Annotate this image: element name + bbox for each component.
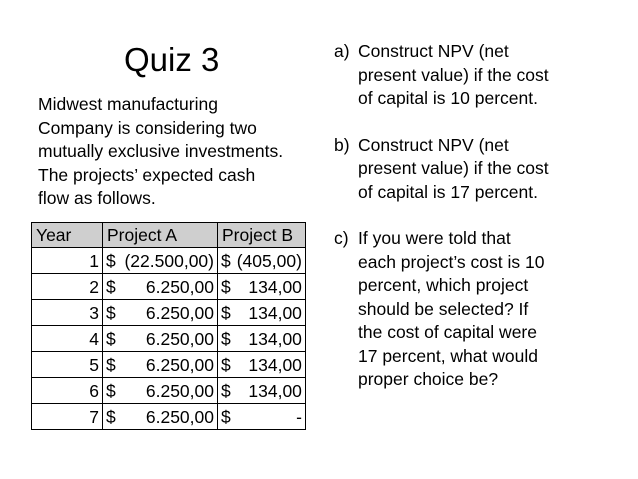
currency-symbol: $ — [221, 380, 231, 401]
question-line: 17 percent, what would — [358, 345, 538, 366]
amount-value: 6.250,00 — [145, 328, 214, 349]
amount-value: 6.250,00 — [145, 276, 214, 297]
currency-symbol: $ — [106, 250, 116, 271]
amount-value: (22.500,00) — [124, 250, 214, 271]
question-line: percent, which project — [358, 275, 529, 295]
question-line: Construct NPV (net — [358, 134, 509, 155]
cell-project-a — [103, 300, 218, 326]
question-line: of capital is 10 percent. — [358, 88, 538, 108]
header-project-a: Project A — [103, 223, 218, 248]
currency-symbol: $ — [221, 328, 231, 349]
cell-project-b — [218, 326, 306, 352]
cell-project-a — [103, 404, 218, 430]
cell-project-a — [103, 378, 218, 404]
question-b — [334, 134, 624, 205]
question-marker: b) — [334, 134, 350, 155]
question-line: each project’s cost is 10 — [358, 251, 545, 272]
currency-symbol: $ — [106, 406, 116, 427]
cell-year: 1 — [32, 248, 103, 274]
currency-symbol: $ — [221, 354, 231, 375]
cell-project-a — [103, 352, 218, 378]
amount-value: 6.250,00 — [145, 406, 214, 427]
table-row — [32, 300, 306, 326]
cell-project-b — [218, 378, 306, 404]
cell-project-a — [103, 248, 218, 274]
question-line: present value) if the cost — [358, 64, 549, 85]
currency-symbol: $ — [106, 328, 116, 349]
intro-line: Company is considering two — [38, 117, 257, 138]
table-row — [32, 378, 306, 404]
cash-flow-table-wrapper — [31, 222, 306, 430]
question-line: present value) if the cost — [358, 158, 549, 178]
cell-project-b — [218, 404, 306, 430]
table-row — [32, 352, 306, 378]
currency-symbol: $ — [106, 276, 116, 297]
cell-project-a — [103, 274, 218, 300]
amount-value: 134,00 — [248, 354, 302, 375]
question-line: proper choice be? — [358, 369, 499, 389]
currency-symbol: $ — [221, 276, 231, 297]
cell-year: 7 — [32, 404, 103, 430]
question-c — [334, 227, 624, 392]
currency-symbol: $ — [106, 380, 116, 401]
question-line: the cost of capital were — [358, 322, 537, 342]
amount-value: 6.250,00 — [145, 380, 214, 401]
cell-project-b — [218, 248, 306, 274]
amount-value: 6.250,00 — [145, 302, 214, 323]
questions-list — [334, 40, 624, 415]
cell-project-b — [218, 274, 306, 300]
amount-value: 134,00 — [248, 276, 302, 297]
cell-year: 3 — [32, 300, 103, 326]
amount-value: 134,00 — [248, 302, 302, 323]
amount-value: 134,00 — [248, 380, 302, 401]
question-line: Construct NPV (net — [358, 41, 509, 61]
intro-text — [38, 93, 338, 211]
cell-year: 2 — [32, 274, 103, 300]
question-a — [334, 40, 624, 111]
cell-project-b — [218, 300, 306, 326]
table-row — [32, 274, 306, 300]
amount-value: (405,00) — [236, 250, 302, 271]
table-row — [32, 248, 306, 274]
cell-year: 4 — [32, 326, 103, 352]
question-line: of capital is 17 percent. — [358, 181, 538, 202]
question-marker: a) — [334, 41, 350, 61]
question-line: If you were told that — [358, 228, 511, 248]
table-header-row — [32, 223, 306, 248]
currency-symbol: $ — [106, 302, 116, 323]
intro-line: The projects’ expected cash — [38, 164, 256, 185]
cell-project-b — [218, 352, 306, 378]
header-project-b: Project B — [218, 223, 306, 248]
table-row — [32, 326, 306, 352]
currency-symbol: $ — [106, 354, 116, 375]
intro-line: mutually exclusive investments. — [38, 141, 284, 161]
cell-year: 5 — [32, 352, 103, 378]
currency-symbol: $ — [221, 302, 231, 323]
header-year: Year — [32, 223, 103, 248]
cell-year: 6 — [32, 378, 103, 404]
cell-project-a — [103, 326, 218, 352]
intro-line: Midwest manufacturing — [38, 94, 218, 114]
question-marker: c) — [334, 228, 349, 248]
currency-symbol: $ — [221, 250, 231, 271]
table-row — [32, 404, 306, 430]
amount-value: 134,00 — [248, 328, 302, 349]
amount-value: 6.250,00 — [145, 354, 214, 375]
slide-title: Quiz 3 — [124, 41, 220, 78]
currency-symbol: $ — [221, 406, 231, 427]
intro-line: flow as follows. — [38, 188, 156, 208]
question-line: should be selected? If — [358, 298, 529, 319]
amount-value: - — [296, 406, 302, 427]
cash-flow-table — [31, 222, 306, 430]
